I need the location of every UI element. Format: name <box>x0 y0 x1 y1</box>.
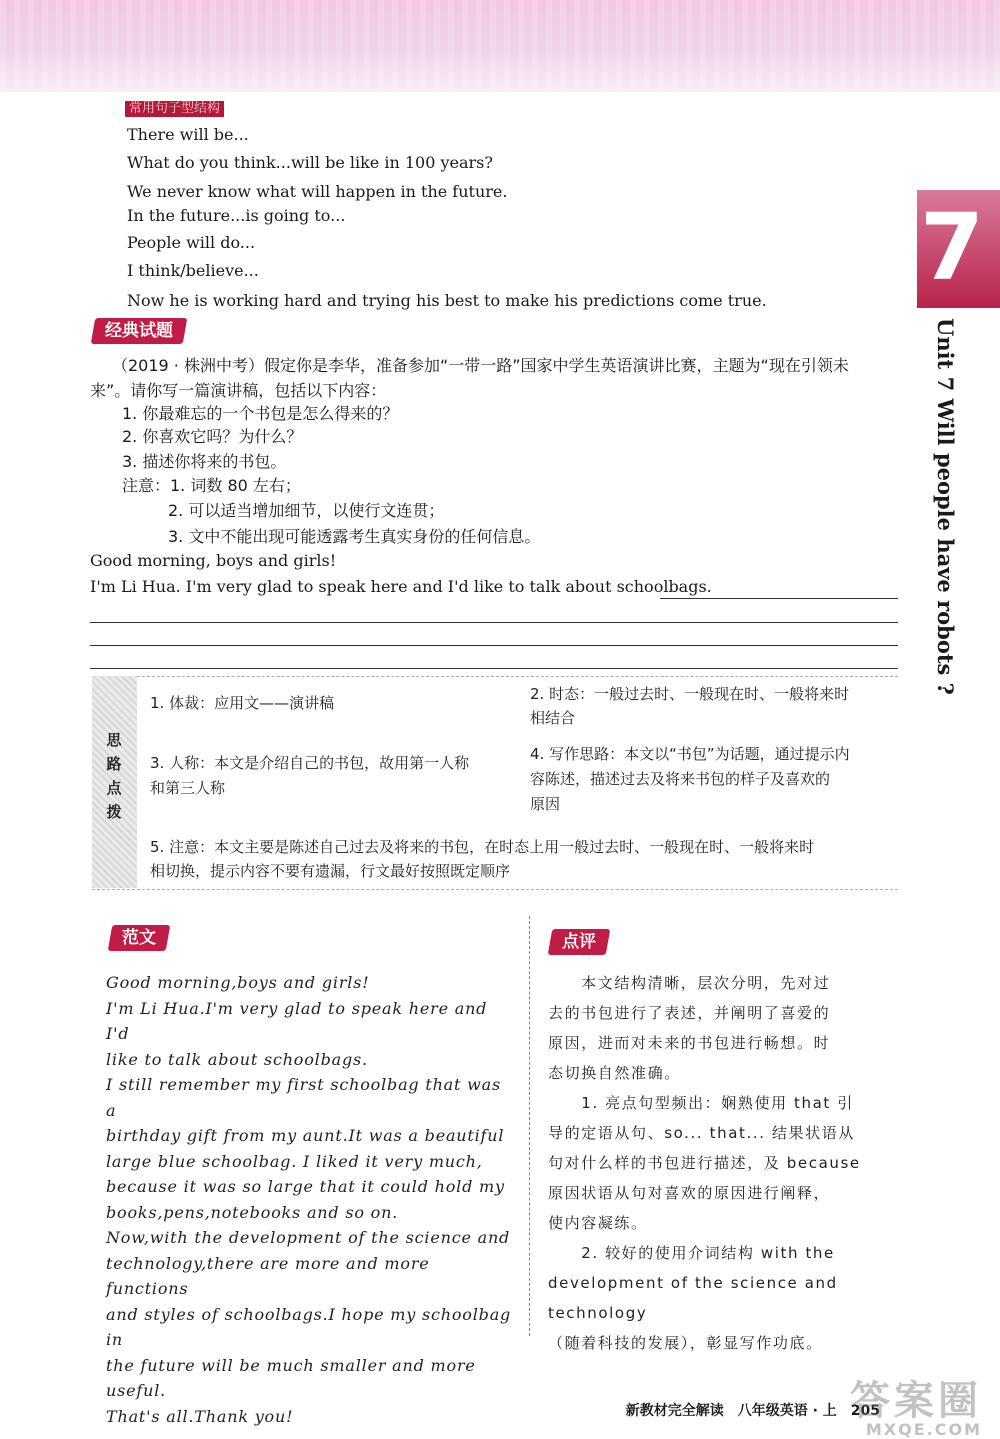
comment-line: （随着科技的发展），彰显写作功底。 <box>548 1334 823 1352</box>
hints-side-char: 思 <box>106 731 122 749</box>
model-essay-tag: 范文 <box>108 925 171 951</box>
unit-tab <box>917 190 1000 308</box>
hint-item: 相切换，提示内容不要有遗漏，行文最好按照既定顺序 <box>150 862 511 880</box>
answer-line <box>90 645 898 646</box>
essay-line: and styles of schoolbags.I hope my schoolbag in <box>106 1304 512 1349</box>
unit-title: Unit 7 Will people have robots ? <box>933 318 958 695</box>
sentence-line: There will be... <box>127 125 249 144</box>
hint-item: 1. 体裁：应用文——演讲稿 <box>150 694 335 712</box>
speech-opening: Good morning, boys and girls! <box>90 551 337 570</box>
essay-line: because it was so large that it could hold my <box>106 1177 505 1196</box>
task-line: （2019 · 株洲中考）假定你是李华，准备参加“一带一路”国家中学生英语演讲比赛，主题为“现在引领未 <box>112 356 849 375</box>
page-header-band <box>0 0 1000 92</box>
section-label: 常用句子型结构 <box>125 101 224 117</box>
task-notes-label: 注意：1. 词数 80 左右； <box>122 476 301 495</box>
hint-item: 2. 时态：一般过去时、一般现在时、一般将来时 <box>530 685 850 703</box>
essay-line: like to talk about schoolbags. <box>106 1049 368 1069</box>
hints-side-char: 点 <box>106 779 122 797</box>
comment-text <box>548 968 878 1358</box>
sentence-line: We never know what will happen in the future. <box>127 182 508 201</box>
comment-line: 去的书包进行了表述，并阐明了喜爱的 <box>548 1004 831 1022</box>
comment-tag: 点评 <box>548 929 611 955</box>
hint-item: 3. 人称：本文是介绍自己的书包，故用第一人称 <box>150 754 470 772</box>
comment-line: 2. 较好的使用介词结构 with the <box>548 1244 835 1262</box>
comment-line: 使内容凝练。 <box>548 1214 648 1232</box>
essay-line: the future will be much smaller and more useful. <box>106 1355 476 1400</box>
hint-item: 和第三人称 <box>150 779 226 797</box>
comment-line: 原因状语从句对喜欢的原因进行阐释， <box>548 1184 831 1202</box>
speech-opening: I'm Li Hua. I'm very glad to speak here and I'd like to talk about schoolbags. <box>90 577 712 596</box>
model-essay <box>106 970 516 1429</box>
hint-item: 容陈述，描述过去及将来书包的样子及喜欢的 <box>530 770 831 788</box>
hint-item: 原因 <box>530 795 561 813</box>
comment-line: 本文结构清晰，层次分明，先对过 <box>548 974 831 992</box>
task-item: 3. 描述你将来的书包。 <box>122 452 287 471</box>
essay-line: Good morning,boys and girls! <box>106 973 370 992</box>
unit-number: 7 <box>919 194 984 301</box>
comment-line: 导的定语从句、so... that... 结果状语从 <box>548 1124 855 1142</box>
essay-line: large blue schoolbag. I liked it very much, <box>106 1151 483 1171</box>
answer-line <box>90 622 898 623</box>
comment-line: development of the science and technology <box>548 1274 838 1322</box>
sentence-line: I think/believe... <box>127 261 259 280</box>
answer-line <box>660 598 898 599</box>
comment-line: 态切换自然准确。 <box>548 1064 681 1082</box>
comment-line: 原因，进而对未来的书包进行畅想。时 <box>548 1034 831 1052</box>
watermark <box>850 1380 982 1438</box>
essay-line: That's all.Thank you! <box>106 1406 294 1426</box>
hints-side-char: 路 <box>106 755 122 773</box>
classic-question-tag: 经典试题 <box>91 318 188 344</box>
comment-line: 1. 亮点句型频出：娴熟使用 that 引 <box>548 1094 854 1112</box>
hint-item: 相结合 <box>530 709 576 727</box>
task-note: 3. 文中不能出现可能透露考生真实身份的任何信息。 <box>168 527 541 546</box>
essay-line: technology,there are more and more functions <box>106 1253 430 1298</box>
watermark-url: MXQE.COM <box>865 1420 982 1439</box>
sentence-line: What do you think...will be like in 100 years? <box>127 153 493 172</box>
comment-line: 句对什么样的书包进行描述，及 because <box>548 1154 861 1172</box>
task-note: 2. 可以适当增加细节，以使行文连贯； <box>168 501 445 520</box>
hint-item: 4. 写作思路：本文以“书包”为话题，通过提示内 <box>530 745 850 763</box>
sentence-line: People will do... <box>127 233 256 252</box>
task-line: 来”。请你写一篇演讲稿，包括以下内容： <box>90 381 387 400</box>
column-divider <box>529 916 530 1336</box>
task-item: 1. 你最难忘的一个书包是怎么得来的？ <box>122 404 399 423</box>
essay-line: Now,with the development of the science and <box>106 1228 511 1247</box>
essay-line: I'm Li Hua.I'm very glad to speak here and I'd <box>106 998 488 1043</box>
essay-line: I still remember my first schoolbag that was a <box>106 1075 501 1120</box>
essay-line: books,pens,notebooks and so on. <box>106 1202 399 1222</box>
hints-side-label <box>104 728 124 824</box>
sentence-line: Now he is working hard and trying his best to make his predictions come true. <box>127 291 767 310</box>
answer-line <box>90 668 898 669</box>
hint-item: 5. 注意：本文主要是陈述自己过去及将来的书包，在时态上用一般过去时、一般现在时、一般将来时 <box>150 838 815 856</box>
task-item: 2. 你喜欢它吗？为什么？ <box>122 427 303 446</box>
page-footer: 新教材完全解读 八年级英语 · 上 205 <box>625 1403 880 1419</box>
watermark-logo-text: 答案圈 <box>850 1378 982 1424</box>
hints-side-char: 拨 <box>106 803 122 821</box>
essay-line: birthday gift from my aunt.It was a beautiful <box>106 1126 505 1145</box>
sentence-line: In the future...is going to... <box>127 206 346 225</box>
